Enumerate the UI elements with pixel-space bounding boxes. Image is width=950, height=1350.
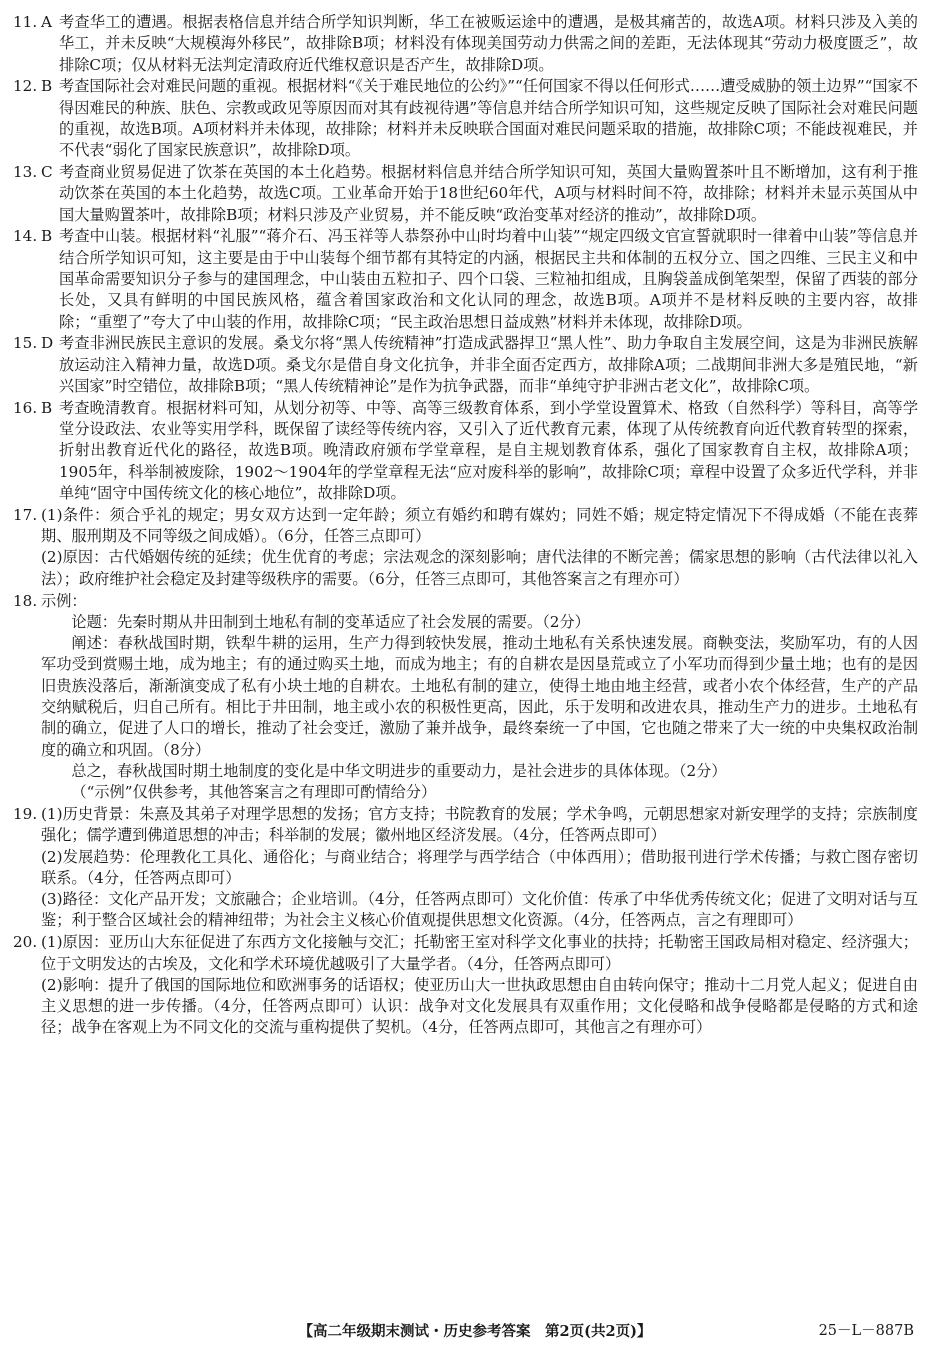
essay-thesis: 论题：先秦时期从井田制到土地私有制的变革适应了社会发展的需要。（2分） [71,612,590,631]
question-number: 14. [13,227,38,246]
document-code: 25－L－887B [818,1323,914,1339]
question-number: 18. [13,591,38,610]
answer-letter: C [41,163,53,182]
example-label: 示例： [41,591,87,610]
answer-letter: B [41,77,53,96]
answer-explanation: 考查商业贸易促进了饮茶在英国的本土化趋势。根据材料信息并结合所学知识可知，英国大量购置茶叶且不断增加，这有利于推动饮茶在英国的本土化趋势，故选C项。工业革命开始于18世纪60年代，A项与材料时间不符，故排除；材料并未显示英国从中国大量购置茶叶，故排除B项；材料只涉及产业贸易，并不能反映“政治变革对经济的推动”，故排除D项。 [59,163,918,224]
answer-part-2: (2)发展趋势：伦理教化工具化、通俗化；与商业结合；将理学与西学结合（中体西用）；借助报刊进行学术传播；与救亡图存密切联系。（4分，任答两点即可） [41,847,918,887]
answer-item-14 [13,226,918,332]
answer-item-17 [13,505,918,590]
question-number: 13. [13,163,38,182]
answer-explanation: 考查华工的遭遇。根据表格信息并结合所学知识判断，华工在被贩运途中的遭遇，是极其痛苦的，故选A项。材料只涉及入美的华工，并未反映“大规模海外移民”，故排除B项；材料没有体现美国劳动力供需之间的差距，无法体现其“劳动力极度匮乏”，故排除C项；仅从材料无法判定清政府近代维权意识是否产生，故排除D项。 [59,13,918,74]
answer-item-13 [13,162,918,226]
answer-letter: A [41,13,52,31]
answer-letter: B [41,398,53,417]
answer-body [41,505,918,590]
answer-part-2: (2)原因：古代婚姻传统的延续；优生优育的考虑；宗法观念的深刻影响；唐代法律的不断完善；儒家思想的影响（古代法律以礼入法）；政府维护社会稳定及封建等级秩序的需要。（6分，任答三点即可，其他答案言之有理亦可） [41,548,918,588]
essay-conclusion: 总之，春秋战国时期土地制度的变化是中华文明进步的重要动力，是社会进步的具体体现。（2分） [71,761,727,780]
footer-title: 【高二年级期末测试・历史参考答案 第2页(共2页)】 [298,1323,652,1340]
answer-item-12 [13,76,918,161]
answer-item-18 [13,591,918,804]
answer-body [41,804,918,932]
answer-explanation: 考查中山装。根据材料“礼服”“蒋介石、冯玉祥等人恭祭孙中山时均着中山装”“规定四级文官宣誓就职时一律着中山装”等信息并结合所学知识可知，这主要是由于中山装每个细节都有其特定的内涵，根据民主共和体制的五权分立、国之四维、三民主义和中国革命需要知识分子参与的建国理念，中山装由五粒扣子、四个口袋、三粒袖扣组成，且胸袋盖成倒笔架型，保留了西装的部分长处，又具有鲜明的中国民族风格，蕴含着国家政治和文化认同的理念，故选B项。A项并不是材料反映的主要内容，故排除；“重塑了”夸大了中山装的作用，故排除C项；“民主政治思想日益成熟”材料并未体现，故排除D项。 [59,227,918,331]
answer-letter: D [41,334,54,353]
answer-body [41,591,918,804]
essay-elaboration: 阐述：春秋战国时期，铁犁牛耕的运用，生产力得到较快发展，推动土地私有关系快速发展。商鞅变法，奖励军功，有的人因军功受到赏赐土地，成为地主；有的通过购买土地，而成为地主；有的自耕农是因垦荒或立了小军功而得到少量土地；也有的是因旧贵族没落后，渐渐演变成了私有小块土地的自耕农。土地私有制的建立，使得土地由地主经营，或者小农个体经营，生产的产品交纳赋税后，归自己所有。相比于井田制，地主或小农的积极性更高，因此，乐于发明和改进农具，推动生产力的进步。土地私有制的确立，促进了人口的增长，推动了社会变迁，激励了兼并战争，最终秦统一了中国，它也随之带来了大一统的中央集权政治制度的确立和巩固。（8分） [41,634,918,759]
answer-item-11 [13,12,918,76]
answer-item-15 [13,333,918,397]
answer-part-2: (2)影响：提升了俄国的国际地位和欧洲事务的话语权；使亚历山大一世执政思想由自由转向保守；推动十二月党人起义；促进自由主义思想的进一步传播。（4分，任答两点即可）认识：战争对文化发展具有双重作用；文化侵略和战争侵略都是侵略的方式和途径；战争在客观上为不同文化的交流与重构提供了契机。（4分，任答两点即可，其他言之有理亦可） [41,975,918,1037]
question-number: 20. [13,933,38,952]
answer-content [13,12,918,1039]
answer-part-1: (1)历史背景：朱熹及其弟子对理学思想的发扬；官方支持；书院教育的发展；学术争鸣，元朝思想家对新安理学的支持；宗族制度强化；儒学遭到佛道思想的冲击；科举制的发展；徽州地区经济发展。（4分，任答两点即可） [41,804,918,845]
question-number: 17. [13,505,38,524]
answer-part-1: (1)原因：亚历山大东征促进了东西方文化接触与交汇；托勒密王室对科学文化事业的扶持；托勒密王国政局相对稳定、经济强大；位于文明发达的古埃及，文化和学术环境优越吸引了大量学者。（4分，任答两点即可） [41,933,918,973]
answer-explanation: 考查晚清教育。根据材料可知，从划分初等、中等、高等三级教育体系，到小学堂设置算术、格致（自然科学）等科目，高等学堂分设政法、农业等实用学科，既保留了读经等传统内容，又引入了近代教育元素，体现了从传统教育向近代教育转型的探索，折射出教育近代化的路径，故选B项。晚清政府颁布学堂章程，是自主规划教育体系，强化了国家教育自主权，故排除A项；1905年，科举制被废除，1902～1904年的学堂章程无法“应对废科举的影响”，故排除C项；章程中设置了众多近代学科，并非单纯“固守中国传统文化的核心地位”，故排除D项。 [59,398,918,503]
answer-part-1: (1)条件：须合乎礼的规定；男女双方达到一定年龄；须立有婚约和聘有媒妁；同姓不婚；规定特定情况下不得成婚（不能在丧葬期、服刑期及不同等级之间成婚）。（6分，任答三点即可） [41,505,918,546]
question-number: 19. [13,804,38,823]
question-number: 11. [13,13,38,31]
page-footer [0,1321,950,1343]
answer-item-20 [13,932,918,1038]
answer-item-16 [13,398,918,504]
question-number: 12. [13,77,38,96]
answer-item-19 [13,804,918,932]
answer-body [41,932,918,1038]
answer-explanation: 考查国际社会对难民问题的重视。根据材料“《关于难民地位的公约》”“任何国家不得以任何形式……遭受威胁的领土边界”“国家不得因难民的种族、肤色、宗教或政见等原因而对其有歧视待遇”等信息并结合所学知识可知，这些规定反映了国际社会对难民问题的重视，故选B项。A项材料并未体现，故排除；材料并未反映联合国面对难民问题采取的措施，故排除C项；不能歧视难民，并不代表“弱化了国家民族意识”，故排除D项。 [59,77,918,160]
question-number: 16. [13,398,38,417]
question-number: 15. [13,334,38,353]
grading-note: （“示例”仅供参考，其他答案言之有理即可酌情给分） [71,783,437,802]
answer-part-3: (3)路径：文化产品开发；文旅融合；企业培训。（4分，任答两点即可）文化价值：传承了中华优秀传统文化；促进了文明对话与互鉴；利于整合区域社会的精神纽带；为社会主义核心价值观提供思想文化资源。（4分，任答两点，言之有理即可） [41,890,918,930]
answer-letter: B [41,227,53,246]
answer-explanation: 考查非洲民族民主意识的发展。桑戈尔将“黑人传统精神”打造成武器捍卫“黑人性”、助力争取自主发展空间，这是为非洲民族解放运动注入精神力量，故选D项。桑戈尔是借自身文化抗争，并非全面否定西方，故排除A项；二战期间非洲大多是殖民地，“新兴国家”时空错位，故排除B项；“黑人传统精神论”是作为抗争武器，而非“单纯守护非洲古老文化”，故排除C项。 [59,334,918,396]
